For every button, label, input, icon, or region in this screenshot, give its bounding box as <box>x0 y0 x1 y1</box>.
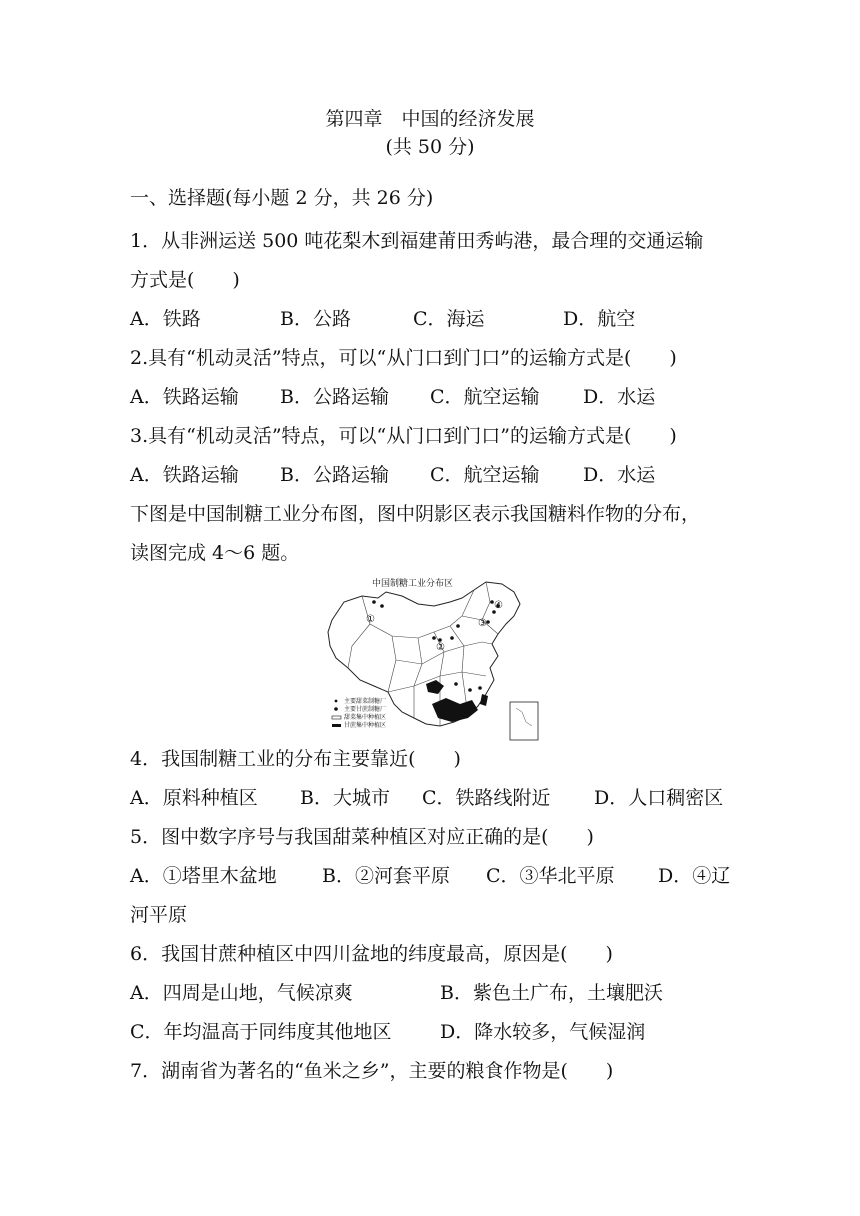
question-6-options-row-2 <box>130 1017 645 1044</box>
question-3: 3.具有“机动灵活”特点，可以“从门口到门口”的运输方式是( ) <box>130 425 677 447</box>
question-1-line-1: 1．从非洲运送 500 吨花梨木到福建莆田秀屿港，最合理的交通运输 <box>130 230 704 252</box>
question-2: 2.具有“机动灵活”特点，可以“从门口到门口”的运输方式是( ) <box>130 347 677 369</box>
question-7: 7．湖南省为著名的“鱼米之乡”，主要的粮食作物是( ) <box>130 1060 614 1082</box>
question-5-options <box>130 861 730 888</box>
option-d: D．航空 <box>563 308 636 330</box>
option-c: C．航空运输 <box>430 386 540 408</box>
option-d: D．④辽 <box>658 865 731 887</box>
option-b: B．②河套平原 <box>322 865 450 887</box>
option-a: A．铁路运输 <box>130 386 239 408</box>
svg-text:②: ② <box>436 642 445 653</box>
map-title: 中国制糖工业分布区 <box>372 579 454 589</box>
legend-beet-area: 甜菜集中种植区 <box>344 714 387 721</box>
option-b: B．公路运输 <box>280 464 389 486</box>
question-5-option-d-continued: 河平原 <box>130 904 188 926</box>
question-1-options <box>130 304 635 331</box>
legend-cane-factory: 主要甘蔗制糖厂 <box>344 706 387 713</box>
question-1-line-2: 方式是( ) <box>130 269 240 291</box>
option-b: B．大城市 <box>300 787 390 809</box>
option-a: A．铁路 <box>130 308 201 330</box>
question-3-options <box>130 460 655 487</box>
question-5: 5．图中数字序号与我国甜菜种植区对应正确的是( ) <box>130 826 594 848</box>
option-c: C．海运 <box>413 308 485 330</box>
map-legend <box>344 698 386 730</box>
question-4: 4．我国制糖工业的分布主要靠近( ) <box>130 748 461 770</box>
option-c: C．铁路线附近 <box>422 787 551 809</box>
legend-beet-factory: 主要甜菜制糖厂 <box>344 698 387 705</box>
option-d: D．水运 <box>583 464 656 486</box>
option-d: D．水运 <box>583 386 656 408</box>
svg-text:④: ④ <box>494 600 503 611</box>
svg-text:③: ③ <box>478 618 487 629</box>
question-4-options <box>130 783 723 810</box>
page-title: 第四章 中国的经济发展 <box>325 108 535 130</box>
option-a: A．铁路运输 <box>130 464 239 486</box>
intro-line-1: 下图是中国制糖工业分布图，图中阴影区表示我国糖料作物的分布， <box>130 503 701 525</box>
question-6: 6．我国甘蔗种植区中四川盆地的纬度最高，原因是( ) <box>130 943 613 965</box>
option-a: A．①塔里木盆地 <box>130 865 277 887</box>
intro-line-2: 读图完成 4～6 题。 <box>130 542 300 564</box>
svg-text:①: ① <box>366 614 375 625</box>
option-b: B．公路运输 <box>280 386 389 408</box>
option-b: B．紫色土广布，土壤肥沃 <box>440 982 663 1004</box>
option-c: C．航空运输 <box>430 464 540 486</box>
section-heading: 一、选择题(每小题 2 分，共 26 分) <box>130 187 434 209</box>
legend-cane-area: 甘蔗集中种植区 <box>344 722 387 729</box>
page-subtitle: (共 50 分) <box>385 136 475 158</box>
sugar-industry-map <box>322 576 544 744</box>
question-2-options <box>130 382 655 409</box>
question-6-options-row-1 <box>130 978 663 1005</box>
option-d: D．人口稠密区 <box>594 787 724 809</box>
option-d: D．降水较多，气候湿润 <box>440 1021 646 1043</box>
option-a: A．四周是山地，气候凉爽 <box>130 982 353 1004</box>
option-a: A．原料种植区 <box>130 787 258 809</box>
option-c: C．年均温高于同纬度其他地区 <box>130 1021 392 1043</box>
option-b: B．公路 <box>280 308 351 330</box>
option-c: C．③华北平原 <box>486 865 615 887</box>
